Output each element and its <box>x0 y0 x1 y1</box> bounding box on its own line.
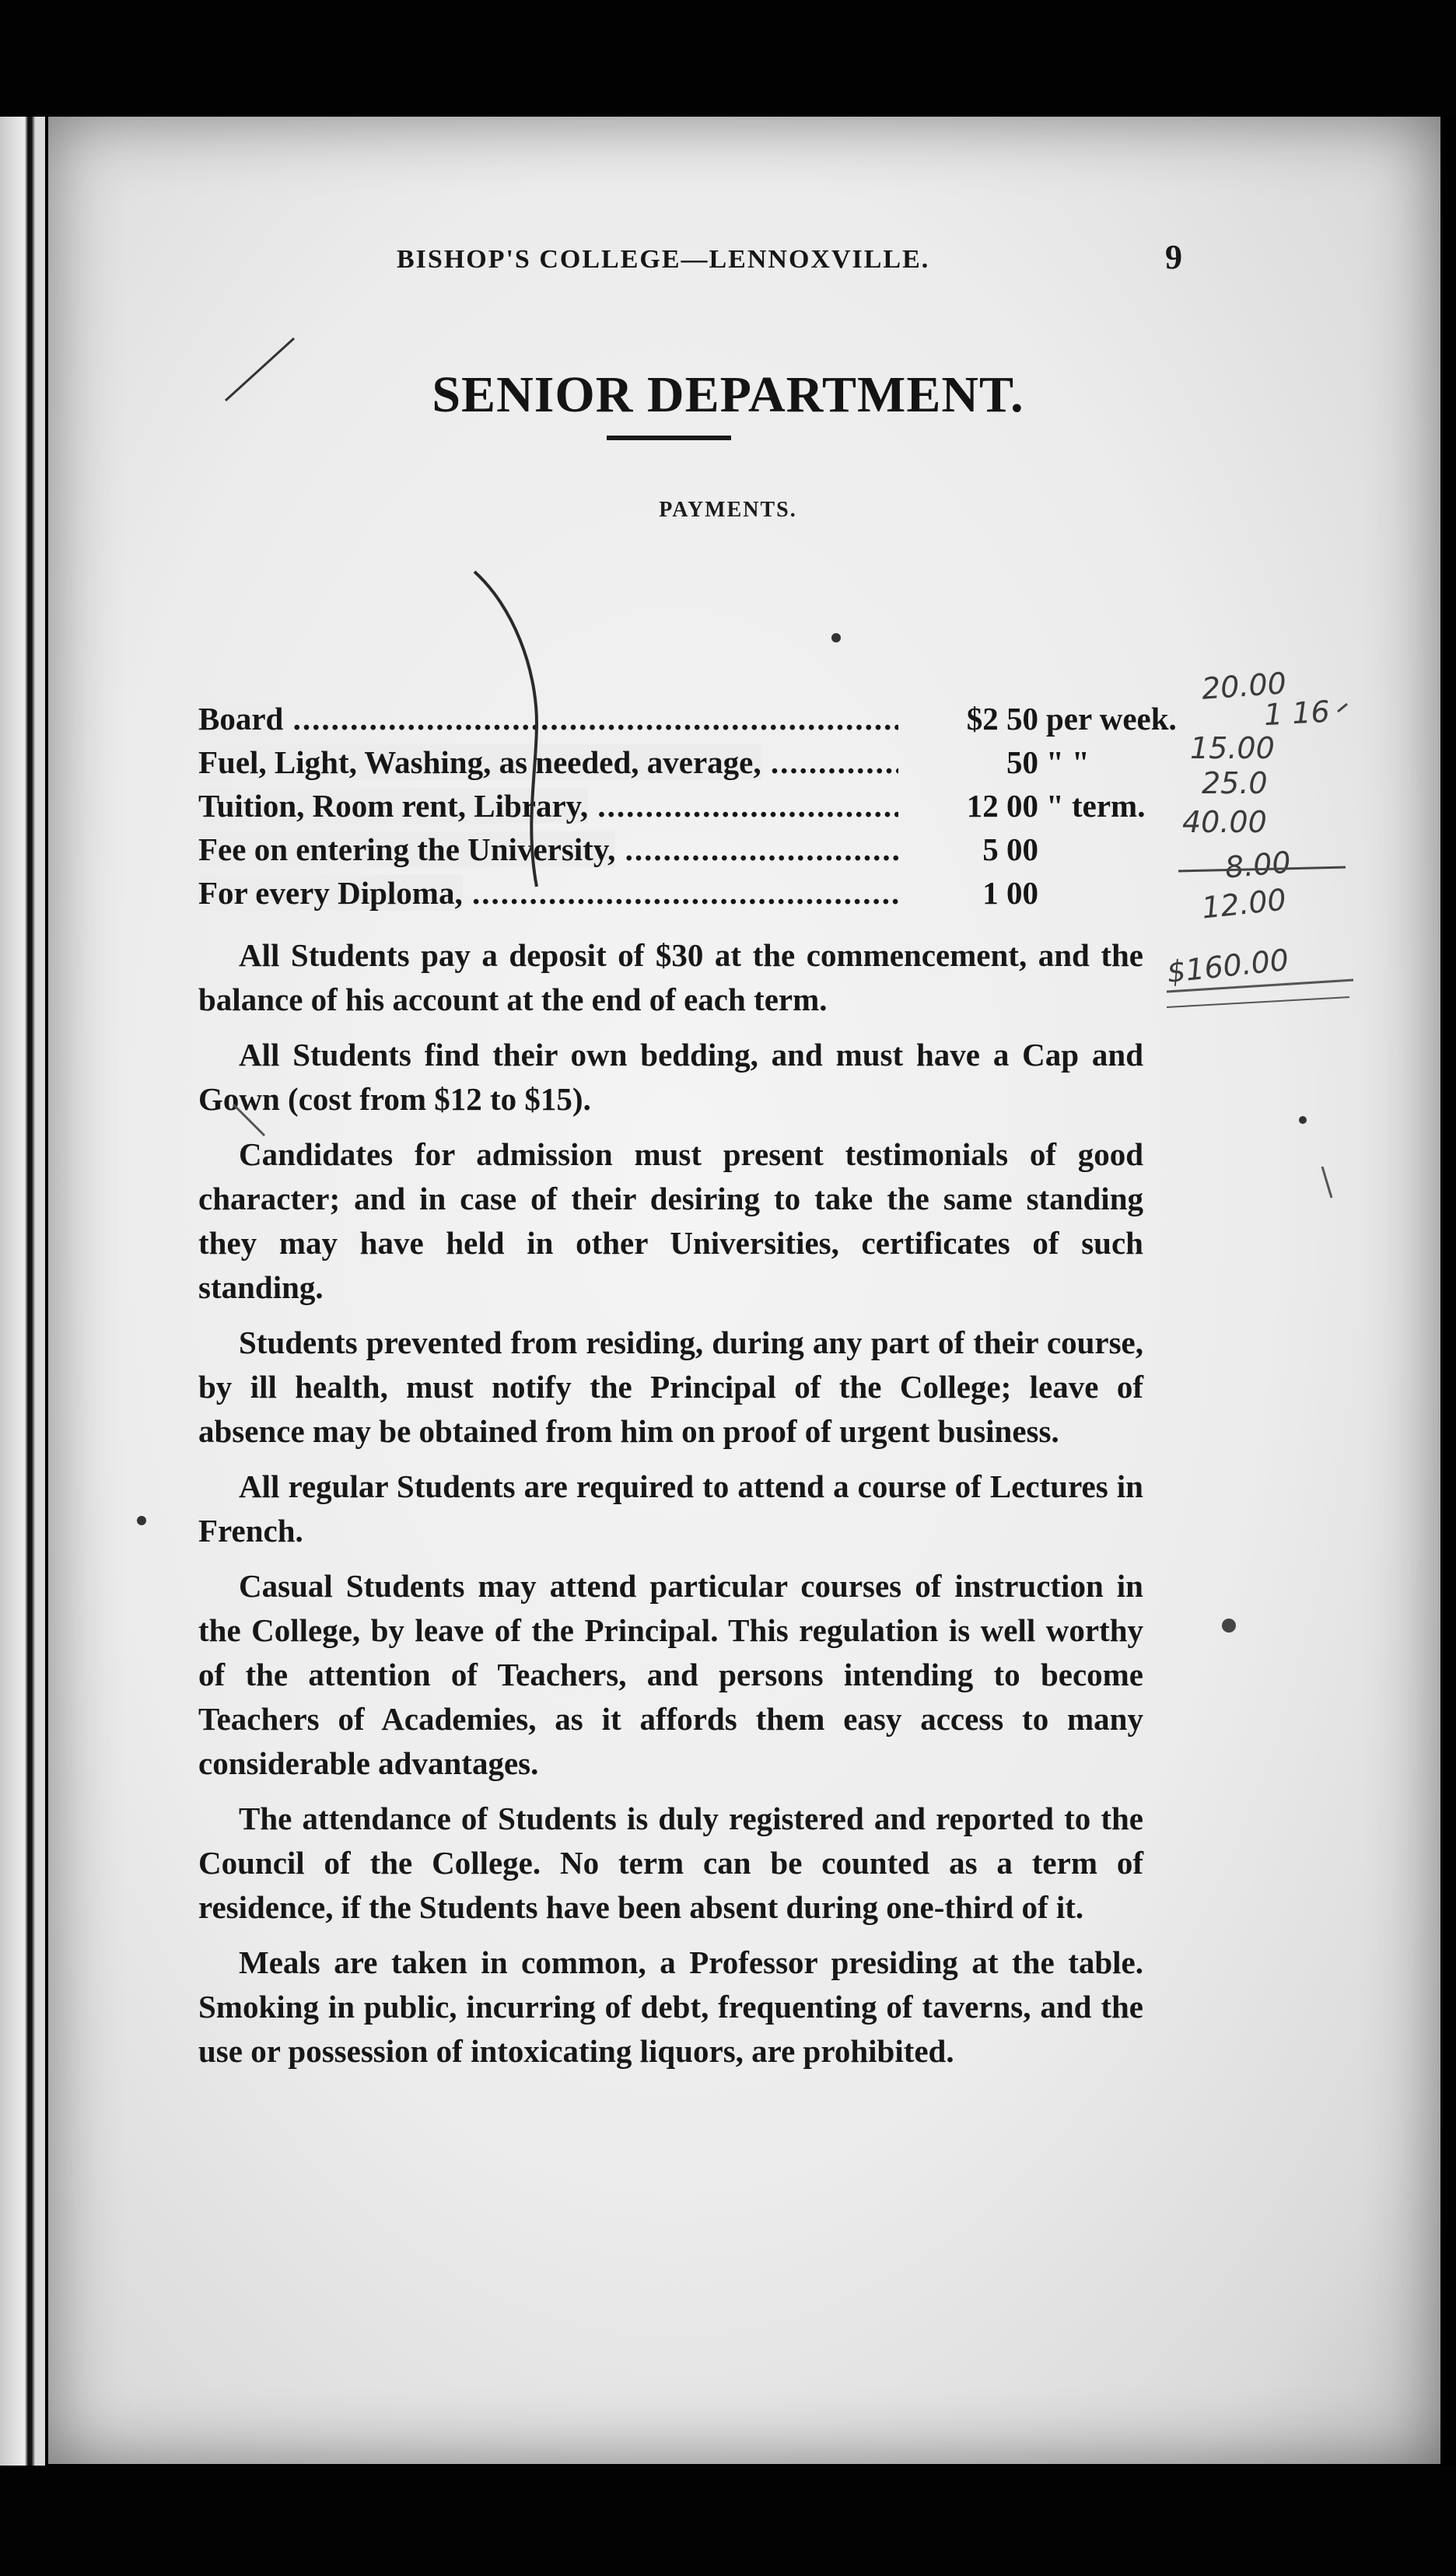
pencil-sum-line <box>1178 867 1346 871</box>
speck <box>1299 1116 1307 1124</box>
payment-amount: 1 00 <box>982 875 1038 911</box>
paragraph: All Students pay a deposit of $30 at the commencement, and the balance of his account at the end of each term. <box>198 937 1143 1017</box>
speck <box>831 633 841 642</box>
pencil-sum-line <box>1167 997 1349 1007</box>
payment-item: For every Diploma, <box>198 875 463 911</box>
payment-item: Tuition, Room rent, Library, <box>198 788 589 824</box>
handwritten-figure: 15.00 <box>1190 731 1275 765</box>
payment-item: Board <box>198 701 284 737</box>
speck <box>137 1516 146 1525</box>
pencil-mark <box>233 1104 264 1136</box>
payment-amount: 50 <box>1006 744 1038 780</box>
handwritten-figure: 1 16 <box>1262 694 1331 733</box>
pencil-slash <box>226 338 294 401</box>
handwritten-figure: 12.00 <box>1199 882 1288 926</box>
pencil-sum-line <box>1167 980 1353 992</box>
page-number: 9 <box>1165 238 1182 276</box>
handwritten-figure: 8.00 <box>1223 845 1293 885</box>
payment-amount: 5 00 <box>982 831 1038 867</box>
handwritten-figure: 40.00 <box>1182 805 1267 839</box>
speck <box>1222 1619 1236 1633</box>
payment-unit: " " <box>1046 744 1090 780</box>
running-head: BISHOP'S COLLEGE—LENNOXVILLE. <box>397 245 930 274</box>
paragraph: Casual Students may attend particular courses of instruction in the College, by leave of the Principal. This regulation is well worthy of the attention of Teachers, and persons intending to become Teachers of Academies, as it affords them easy access to many considerable advantages. <box>198 1568 1143 1781</box>
microfilm-bottom-border <box>0 2466 1456 2576</box>
pencil-bracket <box>474 572 537 887</box>
payment-amount: 12 00 <box>966 788 1038 824</box>
pencil-mark <box>1322 1167 1332 1198</box>
payment-unit: per week. <box>1046 701 1177 737</box>
payment-item: Fee on entering the University, <box>198 831 616 867</box>
paragraph: All Students find their own bedding, and must have a Cap and Gown (cost from $12 to $15). <box>198 1037 1143 1117</box>
handwritten-figure: $160.00 <box>1165 942 1291 990</box>
paragraph: Candidates for admission must present testimonials of good character; and in case of their desiring to take the same standing they may have held in other Universities, certificates of such standing. <box>198 1136 1143 1305</box>
page-title: SENIOR DEPARTMENT. <box>432 366 1024 423</box>
payment-amount: $2 50 <box>966 701 1038 737</box>
handwritten-figure: 20.00 <box>1200 666 1288 706</box>
paragraph: All regular Students are required to attend a course of Lectures in French. <box>198 1468 1143 1549</box>
handwritten-figure: 25.0 <box>1202 766 1268 800</box>
payment-unit: " term. <box>1046 788 1146 824</box>
paragraph: Meals are taken in common, a Professor presiding at the table. Smoking in public, incurring of debt, frequenting of taverns, and the use or possession of intoxicating liquors, are prohibited. <box>198 1944 1143 2069</box>
pencil-tick <box>1338 704 1347 712</box>
payments-heading: PAYMENTS. <box>659 498 797 522</box>
payment-item: Fuel, Light, Washing, as needed, average, <box>198 744 761 780</box>
paragraph: The attendance of Students is duly registered and reported to the Council of the College. No term can be counted as a term of residence, if the Students have been absent during one-third of it. <box>198 1801 1143 1925</box>
paragraph: Students prevented from residing, during any part of their course, by ill health, must notify the Principal of the College; leave of absence may be obtained from him on proof of urgent business. <box>198 1325 1143 1449</box>
